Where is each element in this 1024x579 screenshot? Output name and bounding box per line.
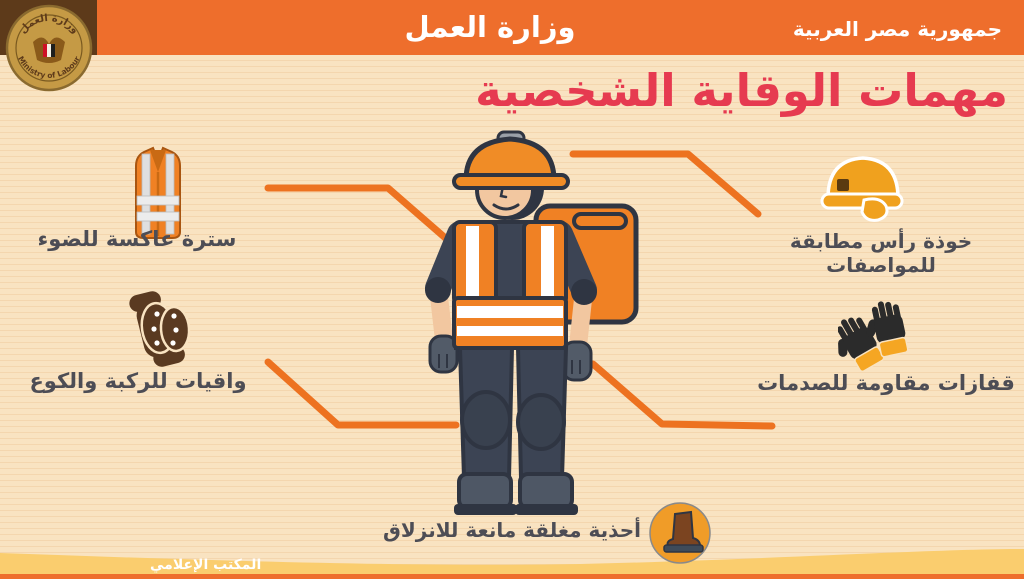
header-country-name: جمهورية مصر العربية — [792, 17, 1002, 41]
ministry-of-labour-logo-icon — [5, 4, 93, 92]
footer-strip — [0, 574, 1024, 579]
boots-label: أحذية مغلقة مانعة للانزلاق — [383, 518, 641, 542]
logo-arabic-text: وزارة العمل — [17, 12, 81, 36]
knee-pad-icon — [126, 288, 196, 372]
helmet-icon — [818, 150, 908, 234]
media-office-label: المكتب الإعلامي — [150, 557, 262, 573]
vest-label: سترة عاكسة للضوء — [37, 227, 237, 251]
gloves-label: قفازات مقاومة للصدمات — [757, 371, 1015, 395]
worker-helmet — [454, 132, 568, 188]
boot-icon — [648, 501, 712, 569]
helmet-label: خوذة رأس مطابقة للمواصفات — [789, 229, 973, 277]
worker-boots — [454, 474, 578, 515]
page-title: مهمات الوقاية الشخصية — [475, 64, 1008, 117]
worker-pants — [460, 348, 566, 478]
kneepads-label: واقيات للركبة والكوع — [29, 369, 247, 393]
worker-illustration — [408, 128, 668, 528]
header-ministry-title: وزارة العمل — [404, 10, 576, 44]
gloves-icon — [838, 292, 913, 376]
logo-english-text: Ministry of Labour — [16, 54, 82, 81]
